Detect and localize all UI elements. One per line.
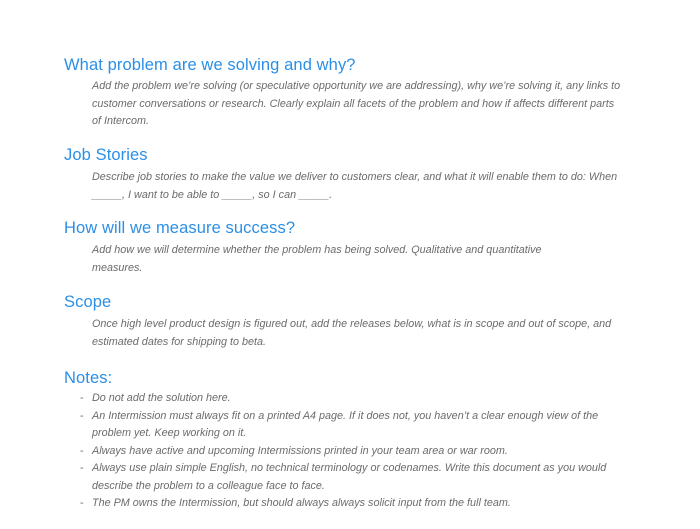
dash-bullet-icon: - [80, 392, 84, 404]
body-problem: Add the problem we’re solving (or speculative opportunity we are addressing), why we’re solving it, any links to customer conversations or research. Clearly explain all facets of the problem and how if affects different parts of Intercom. [92, 80, 621, 127]
note-text: Do not add the solution here. [92, 392, 231, 404]
heading-job-stories: Job Stories [64, 146, 148, 164]
heading-scope: Scope [64, 293, 112, 311]
dash-bullet-icon: - [80, 444, 84, 457]
note-text: An Intermission must always fit on a printed A4 page. If it does not, you haven’t a clear enough view of the problem yet. Keep working on it. [92, 409, 599, 439]
heading-problem: What problem are we solving and why? [64, 56, 356, 74]
note-item [80, 460, 625, 495]
note-item [80, 443, 625, 461]
note-item [80, 390, 625, 408]
body-scope: Once high level product design is figured out, add the releases below, what is in scope and out of scope, and estimated dates for shipping to beta. [92, 318, 612, 348]
note-text: Always use plain simple English, no technical terminology or codenames. Write this document as you would describe the problem to a colleague face to face. [92, 462, 607, 492]
heading-notes: Notes: [64, 369, 113, 387]
notes-list [80, 390, 625, 513]
note-item [80, 408, 625, 443]
heading-measure-success: How will we measure success? [64, 219, 296, 237]
note-text: Always have active and upcoming Intermissions printed in your team area or war room. [92, 444, 508, 457]
dash-bullet-icon: - [80, 409, 84, 422]
note-item [80, 495, 625, 513]
body-job-stories: Describe job stories to make the value we deliver to customers clear, and what it will enable them to do: When _____, I want to be able to _____, so I can _____. [92, 171, 618, 201]
dash-bullet-icon: - [80, 497, 84, 509]
body-measure-success: Add how we will determine whether the problem has being solved. Qualitative and quantitative measures. [92, 244, 542, 274]
dash-bullet-icon: - [80, 462, 84, 474]
note-text: The PM owns the Intermission, but should always always solicit input from the full team. [92, 497, 511, 509]
